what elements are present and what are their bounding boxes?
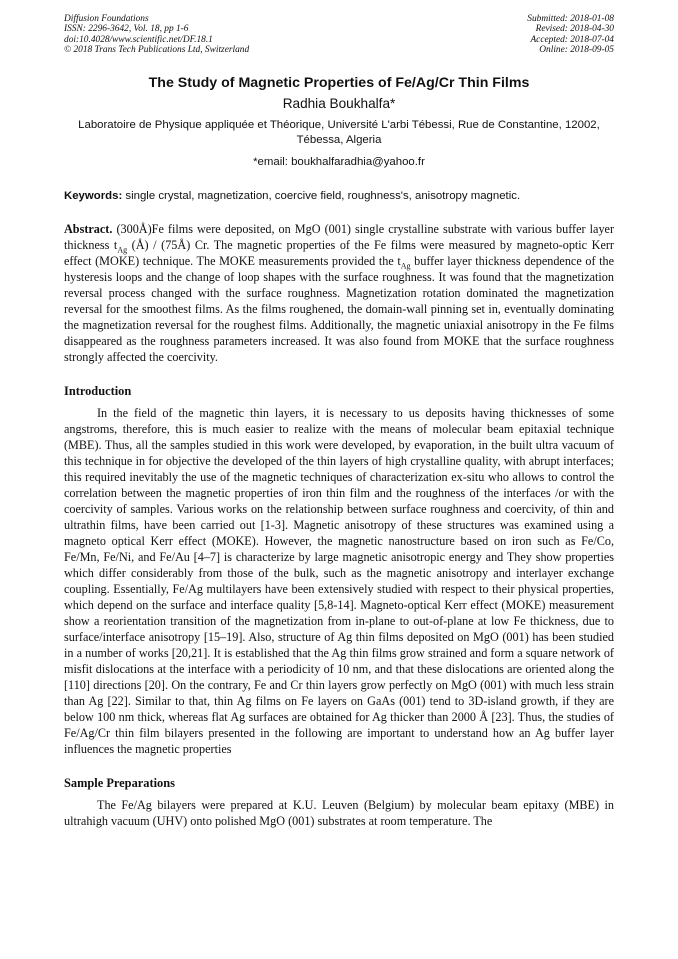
- abstract-text-2: (Å) / (75Å) Cr. The magnetic properties of the Fe films were measured by magneto-optic Kerr effect (MOKE) technique. The MOKE measurements provided the t: [64, 237, 614, 268]
- journal-name: Diffusion Foundations: [64, 14, 149, 24]
- keywords-label: Keywords:: [64, 189, 123, 202]
- introduction-paragraph: In the field of the magnetic thin layers, it is necessary to us deposits having thicknesses of some angstroms, therefore, this is much easier to realize with the means of molecular beam epitaxial technique (MBE). Thus, all the samples studied in this work were developed, by evaporation, in the built ultra vacuum of this technique in for objective the developed of the thin layers of high crystalline quality, with abrupt interfaces; this required inevitably the use of the magnetic techniques of characterization ex-situ who allows to control the correlation between the magnetic properties of iron thin film and the roughness of the interfaces /or with the coercivity of samples. Various works on the relationship between surface roughness and coercivity, of thin and ultrathin films, have been carried out [1-3]. Magnetic anisotropy of these structures was examined using a magneto optical Kerr effect (MOKE). However, the magnetic nanostructure based on iron such as Fe/Co, Fe/Mn, Fe/Ni, and Fe/Au [4–7] is characterize by large magnetic anisotropic energy and They show properties which differ considerably from those of the bulk, such as the magnetic anisotropy and interlayer exchange coupling. Essentially, Fe/Ag multilayers have been extensively studied with respect to their physical properties, which depend on the surface and interface quality [5,8-14]. Magneto-optical Kerr effect (MOKE) measurement show a reorientation transition of the magnetization from in-plane to out-of-plane at low Fe thickness, due to surface/interface anisotropy [15–19]. Also, structure of Ag thin films deposited on MgO (001) has been studied in a number of works [20,21]. It is established that the Ag thin films grow strained and form a square network of misfit dislocations at the interface with a periodicity of 10 nm, and that these dislocations are oriented along the [110] directions [20]. On the contrary, Fe and Cr thin layers grow perfectly on MgO (001) with much less strain than Ag [22]. Similar to that, thin Ag films on Fe layers on GaAs (001) tend to 3D-island growth, if they are below 100 nm thick, whereas flat Ag surfaces are obtained for Ag thicker than 2000 Å [23]. Thus, the studies of Fe/Ag/Cr thin film bilayers presented in the following are important to understand how an Ag buffer layer influences the magnetic properties: [64, 405, 614, 756]
- journal-doi: doi:10.4028/www.scientific.net/DF.18.1: [64, 34, 213, 45]
- journal-info: [64, 14, 249, 56]
- abstract-subscript-2: Ag: [400, 261, 411, 271]
- keywords: [64, 189, 614, 204]
- abstract-text-3: buffer layer thickness dependence of the hysteresis loops and the change of loop shapes with the surface roughness. It was found that the magnetization reversal process changed with the surface roughness. Magnetization rotation dominated the magnetization reversal for the smoothest films. As the films roughened, the domain-wall pinning set in, eventually dominating the magnetization reversal for the roughest films. Additionally, the magnetic uniaxial anisotropy in the Fe films disappeared as the roughness parameters increased. It was also found from MOKE that the surface roughness strongly affected the coercivity.: [64, 253, 614, 364]
- date-revised: Revised: 2018-04-30: [535, 24, 614, 35]
- submission-dates: [527, 14, 614, 56]
- abstract: [64, 221, 614, 365]
- paper-author: Radhia Boukhalfa*: [282, 95, 396, 111]
- author-affiliation: Laboratoire de Physique appliquée et Théorique, Université L'arbi Tébessi, Rue de Constantine, 12002, Tébessa, Algeria: [78, 118, 600, 146]
- abstract-label: Abstract.: [64, 221, 113, 236]
- sample-preparations-heading: Sample Preparations: [64, 775, 175, 790]
- sample-preparations-paragraph: The Fe/Ag bilayers were prepared at K.U. Leuven (Belgium) by molecular beam epitaxy (MBE) in ultrahigh vacuum (UHV) onto polished MgO (001) substrates at room temperature. The: [64, 797, 614, 828]
- author-email: *email: boukhalfaradhia@yahoo.fr: [253, 155, 425, 168]
- date-accepted: Accepted: 2018-07-04: [530, 34, 614, 45]
- publication-header: [64, 14, 614, 56]
- journal-copyright: © 2018 Trans Tech Publications Ltd, Switzerland: [64, 45, 250, 56]
- introduction-heading: Introduction: [64, 383, 132, 398]
- journal-issn: ISSN: 2296-3642, Vol. 18, pp 1-6: [64, 24, 189, 35]
- keywords-text: single crystal, magnetization, coercive field, roughness's, anisotropy magnetic.: [122, 189, 521, 202]
- date-submitted: Submitted: 2018-01-08: [527, 14, 614, 24]
- date-online: Online: 2018-09-05: [539, 45, 614, 56]
- paper-title: The Study of Magnetic Properties of Fe/Ag/Cr Thin Films: [148, 74, 530, 91]
- abstract-text-1: (300Å)Fe films were deposited, on MgO (001) single crystalline substrate with various buffer layer thickness t: [64, 221, 614, 252]
- abstract-subscript-1: Ag: [117, 245, 128, 255]
